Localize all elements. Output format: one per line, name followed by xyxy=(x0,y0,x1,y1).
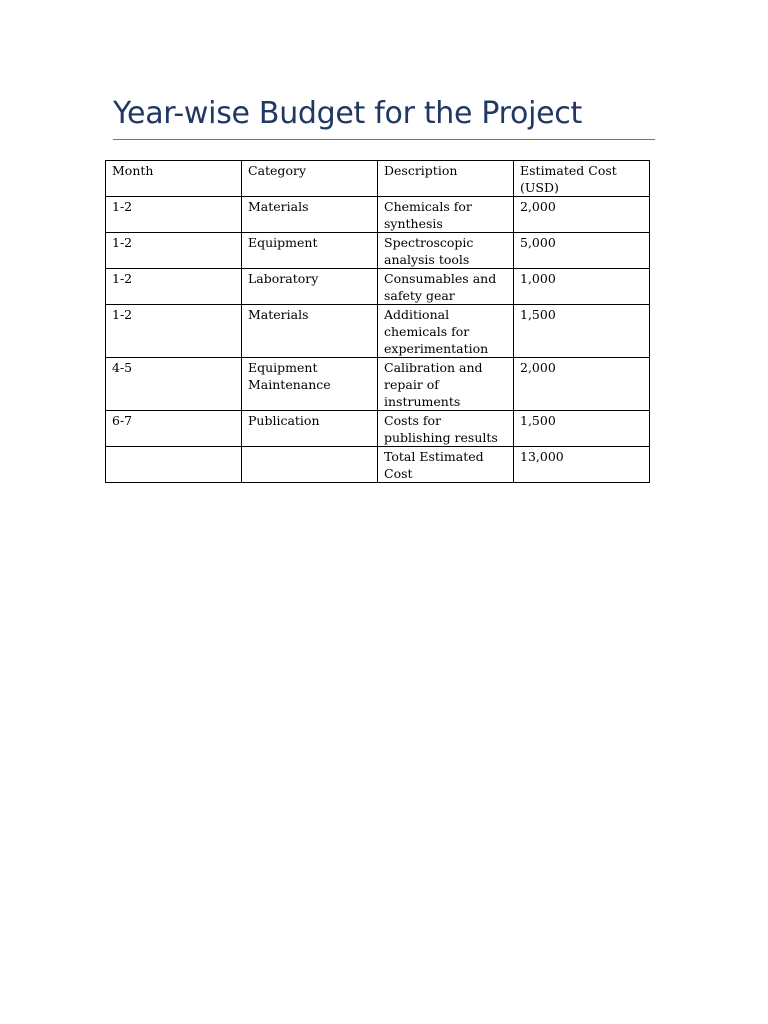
cell-month xyxy=(106,447,242,483)
cell-category: Materials xyxy=(242,197,378,233)
cell-total-value: 13,000 xyxy=(514,447,650,483)
cell-total-label: Total Estimated Cost xyxy=(378,447,514,483)
cell-cost: 2,000 xyxy=(514,358,650,411)
title-underline xyxy=(113,139,655,140)
cell-description: Chemicals for synthesis xyxy=(378,197,514,233)
cell-description: Additional chemicals for experimentation xyxy=(378,305,514,358)
cell-cost: 1,500 xyxy=(514,411,650,447)
cell-month: 1-2 xyxy=(106,197,242,233)
cell-cost: 1,000 xyxy=(514,269,650,305)
header-cell-category: Category xyxy=(242,161,378,197)
table-row xyxy=(106,411,650,447)
table-row xyxy=(106,197,650,233)
cell-category: Materials xyxy=(242,305,378,358)
cell-category: Publication xyxy=(242,411,378,447)
budget-table xyxy=(105,160,650,483)
cell-month: 1-2 xyxy=(106,305,242,358)
table-row xyxy=(106,269,650,305)
cell-category: Equipment xyxy=(242,233,378,269)
cell-description: Consumables and safety gear xyxy=(378,269,514,305)
cell-month: 1-2 xyxy=(106,233,242,269)
table-row xyxy=(106,233,650,269)
header-cell-month: Month xyxy=(106,161,242,197)
table-row xyxy=(106,358,650,411)
cell-description: Spectroscopic analysis tools xyxy=(378,233,514,269)
page-title: Year-wise Budget for the Project xyxy=(113,96,582,131)
header-cell-estimated-cost: Estimated Cost (USD) xyxy=(514,161,650,197)
table-total-row xyxy=(106,447,650,483)
cell-category: Laboratory xyxy=(242,269,378,305)
table-row xyxy=(106,305,650,358)
cell-description: Costs for publishing results xyxy=(378,411,514,447)
cell-month: 1-2 xyxy=(106,269,242,305)
header-cell-description: Description xyxy=(378,161,514,197)
cell-category xyxy=(242,447,378,483)
table-header-row xyxy=(106,161,650,197)
cell-description: Calibration and repair of instruments xyxy=(378,358,514,411)
cell-cost: 2,000 xyxy=(514,197,650,233)
cell-category: Equipment Maintenance xyxy=(242,358,378,411)
cell-cost: 5,000 xyxy=(514,233,650,269)
cell-month: 4-5 xyxy=(106,358,242,411)
cell-cost: 1,500 xyxy=(514,305,650,358)
cell-month: 6-7 xyxy=(106,411,242,447)
